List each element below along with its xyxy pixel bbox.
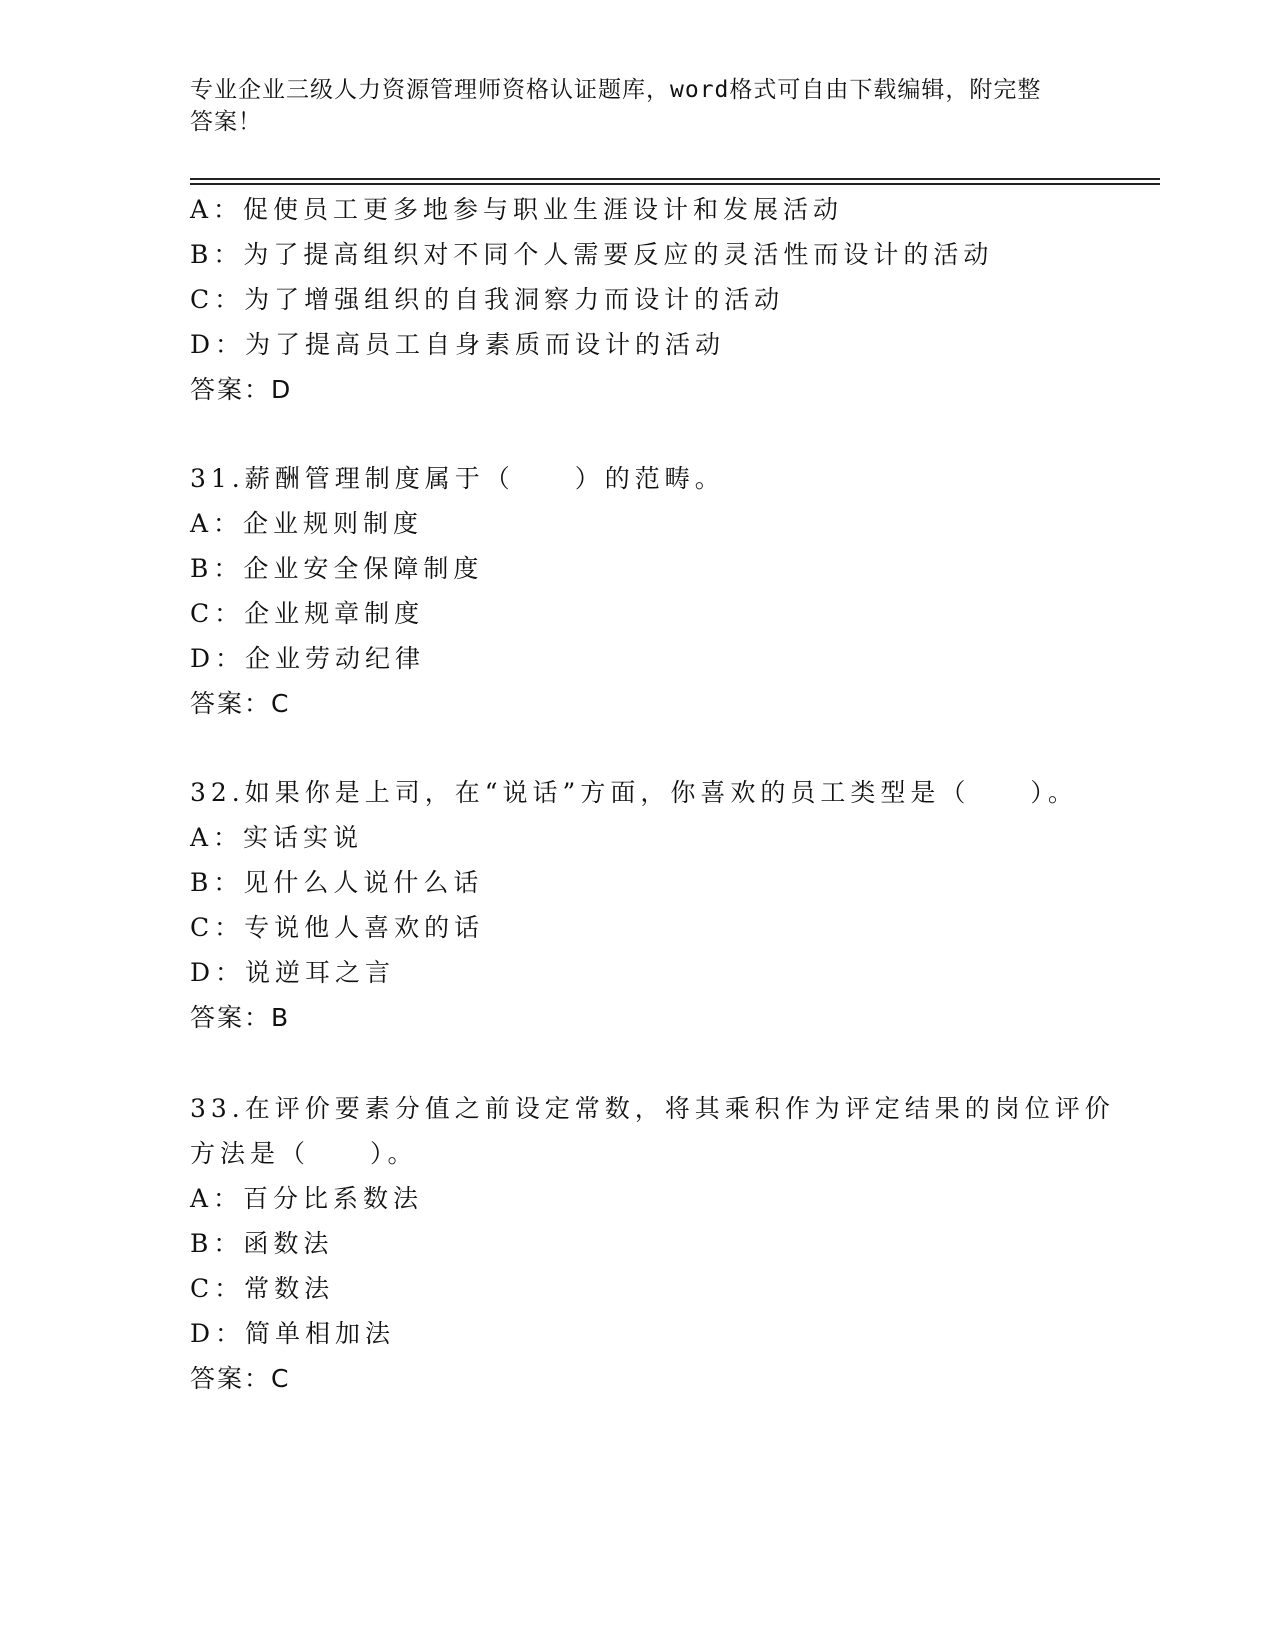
header-line-2: 答案！ [190,109,262,135]
q33-answer: 答案：C [190,1364,291,1393]
q30-answer: 答案：D [190,375,293,404]
header-divider-top [190,178,1160,180]
q32-option-b: B：见什么人说什么话 [190,868,484,897]
q33-stem-line-1: 33.在评价要素分值之前设定常数，将其乘积作为评定结果的岗位评价 [190,1094,1115,1123]
header-divider-bottom [190,183,1160,185]
q30-option-d: D：为了提高员工自身素质而设计的活动 [190,330,726,359]
q31-option-b: B：企业安全保障制度 [190,554,484,583]
q33-option-a: A：百分比系数法 [190,1184,424,1213]
q32-option-c: C：专说他人喜欢的话 [190,913,485,942]
q30-option-b: B：为了提高组织对不同个人需要反应的灵活性而设计的活动 [190,240,994,269]
document-header [190,74,1070,138]
q31-option-a: A：企业规则制度 [190,509,424,538]
q30-option-a: A：促使员工更多地参与职业生涯设计和发展活动 [190,195,844,224]
header-line-1: 专业企业三级人力资源管理师资格认证题库，word格式可自由下载编辑，附完整 [190,77,1042,103]
q33-option-b: B：函数法 [190,1229,334,1258]
q33-option-d: D：简单相加法 [190,1319,396,1348]
q30-option-c: C：为了增强组织的自我洞察力而设计的活动 [190,285,785,314]
q33-stem-line-2: 方法是（ ）。 [190,1139,418,1168]
q31-option-c: C：企业规章制度 [190,599,425,628]
q32-answer: 答案：B [190,1003,291,1032]
q32-stem: 32.如果你是上司，在“说话”方面，你喜欢的员工类型是（ ）。 [190,778,1078,807]
q31-option-d: D：企业劳动纪律 [190,644,426,673]
q31-answer: 答案：C [190,689,291,718]
q33-option-c: C：常数法 [190,1274,335,1303]
q31-stem: 31.薪酬管理制度属于（ ）的范畴。 [190,464,725,493]
q32-option-d: D：说逆耳之言 [190,958,396,987]
q32-option-a: A：实话实说 [190,823,364,852]
